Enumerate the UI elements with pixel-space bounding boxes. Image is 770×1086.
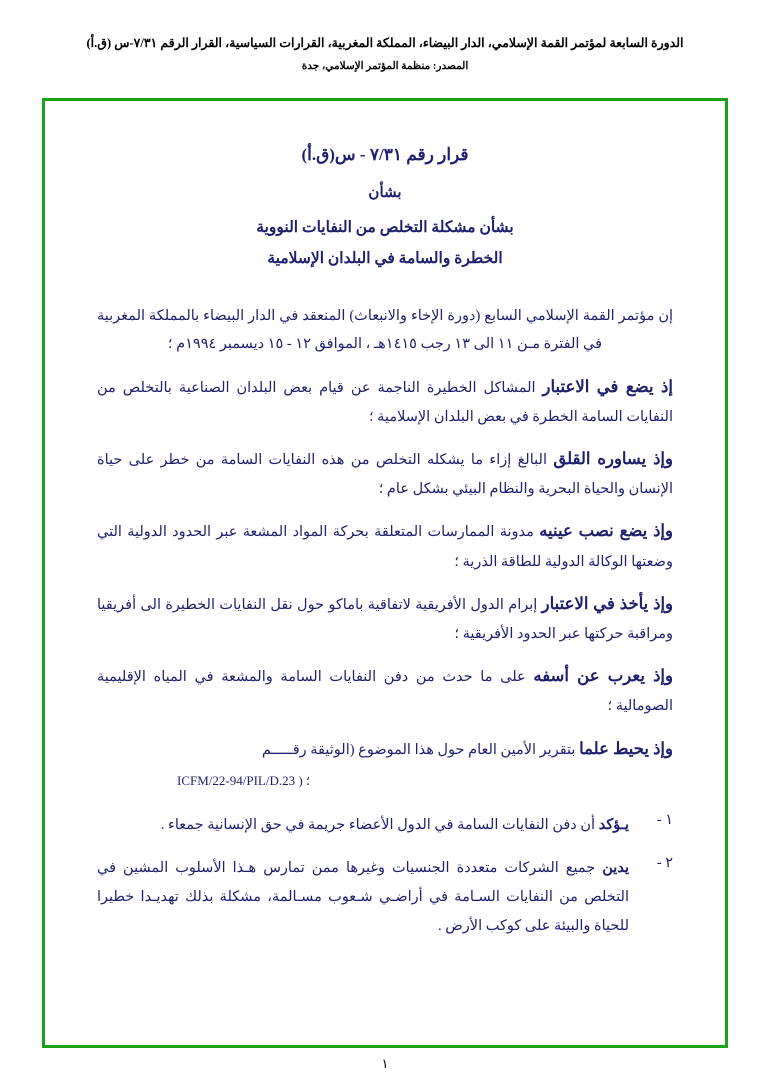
document-body bbox=[45, 101, 725, 1045]
preamble-clause-1-lead: إذ يضع في الاعتبار bbox=[542, 376, 673, 396]
clause-item bbox=[97, 854, 673, 941]
preamble-clause-2-text: البالغ إزاء ما يشكله التخلص من هذه النفايات السامة من خطر على حياة الإنسان والحياة البحرية والنظام البيئي بشكل عام ؛ bbox=[97, 451, 673, 498]
about-label: بشأن bbox=[368, 185, 402, 201]
clause-1-number: ١ - bbox=[656, 811, 673, 828]
preamble-clause-3-text: مدونة الممارسات المتعلقة بحركة المواد المشعة عبر الحدود الدولية التي وضعتها الوكالة الدولية للطاقة الذرية ؛ bbox=[97, 524, 673, 570]
resolution-number: قرار رقم ٧/٣١ - س(ق.أ) bbox=[301, 145, 469, 164]
clause-2-text bbox=[97, 854, 629, 941]
preamble-clause-5-text: على ما حدث من دفن النفايات السامة والمشعة في المياه الإقليمية الصومالية ؛ bbox=[97, 669, 673, 715]
subject-line-2: الخطرة والسامة في البلدان الإسلامية bbox=[267, 250, 503, 267]
preamble-clause-4-text: إبرام الدول الأفريقية لاتفاقية باماكو حول نقل النفايات الخطيرة الى أفريقيا ومراقبة حركتها عبر الحدود الأفريقية ؛ bbox=[97, 596, 673, 643]
clause-2-body: جميع الشركات متعددة الجنسيات وغيرها ممن تمارس هـذا الأسلوب المشين في التخلص من النفايات السـامة في أراضـي شـعوب مسـالمة، مشكلة بذلك تهديـدا خطيرا للحياة والبيئة على كوكب الأرض . bbox=[97, 859, 629, 934]
title-block bbox=[97, 145, 673, 268]
preamble-clause-6-text: بتقرير الأمين العام حول هذا الموضوع (الوثيقة رقـــــم bbox=[261, 741, 580, 758]
document-header bbox=[0, 0, 770, 72]
preamble-clause-6-lead: وإذ يحيط علما bbox=[579, 738, 673, 758]
green-border-frame bbox=[42, 98, 728, 1048]
header-source-line: المصدر: منظمة المؤتمر الإسلامي، جدة bbox=[301, 60, 469, 72]
preamble-clause-5-lead: وإذ يعرب عن أسفه bbox=[533, 666, 673, 686]
clause-1-text bbox=[97, 811, 629, 840]
preamble-clause-5 bbox=[97, 660, 673, 720]
document-reference: ICFM/22-94/PIL/D.23 ) ؛ bbox=[177, 772, 311, 788]
clause-item bbox=[97, 811, 673, 840]
preamble-clause-4 bbox=[97, 588, 673, 648]
page-number: ١ bbox=[381, 1056, 389, 1071]
header-title-line: الدورة السابعة لمؤتمر القمة الإسلامي، الدار البيضاء، المملكة المغربية، القرارات السياسية، القرار الرقم ٧/٣١-س (ق.أ) bbox=[86, 36, 684, 50]
preamble-clause-1 bbox=[97, 371, 673, 431]
clause-2-lead: يدين bbox=[602, 859, 629, 876]
preamble-clause-3-lead: وإذ يضع نصب عينيه bbox=[539, 521, 673, 541]
clause-2-number: ٢ - bbox=[656, 854, 673, 871]
operative-clauses bbox=[97, 811, 673, 941]
clause-1-lead: يـؤكد bbox=[598, 816, 629, 833]
subject-line-1: بشأن مشكلة التخلص من النفايات النووية bbox=[256, 219, 514, 236]
preamble-clause-2-lead: وإذ يساوره القلق bbox=[553, 448, 673, 468]
preamble-section bbox=[97, 302, 673, 789]
preamble-paragraph: إن مؤتمر القمة الإسلامي السابع (دورة الإخاء والانبعاث) المنعقد في الدار البيضاء بالمملكة المغربية في الفترة مـن ١١ الى ١٣ رجب ١٤١٥هـ ، الموافق ١٢ - ١٥ ديسمبر ١٩٩٤م ؛ bbox=[97, 308, 673, 353]
clause-1-body: أن دفن النفايات السامة في الدول الأعضاء جريمة في حق الإنسانية جمعاء . bbox=[160, 816, 599, 833]
preamble-clause-4-lead: وإذ يأخذ في الاعتبار bbox=[541, 593, 673, 613]
preamble-clause-2 bbox=[97, 443, 673, 503]
preamble-clause-1-text: المشاكل الخطيرة الناجمة عن قيام بعض البلدان الصناعية بالتخلص من النفايات السامة الخطرة في بعض البلدان الإسلامية ؛ bbox=[97, 379, 673, 425]
preamble-clause-6 bbox=[97, 733, 673, 765]
preamble-clause-3 bbox=[97, 515, 673, 575]
